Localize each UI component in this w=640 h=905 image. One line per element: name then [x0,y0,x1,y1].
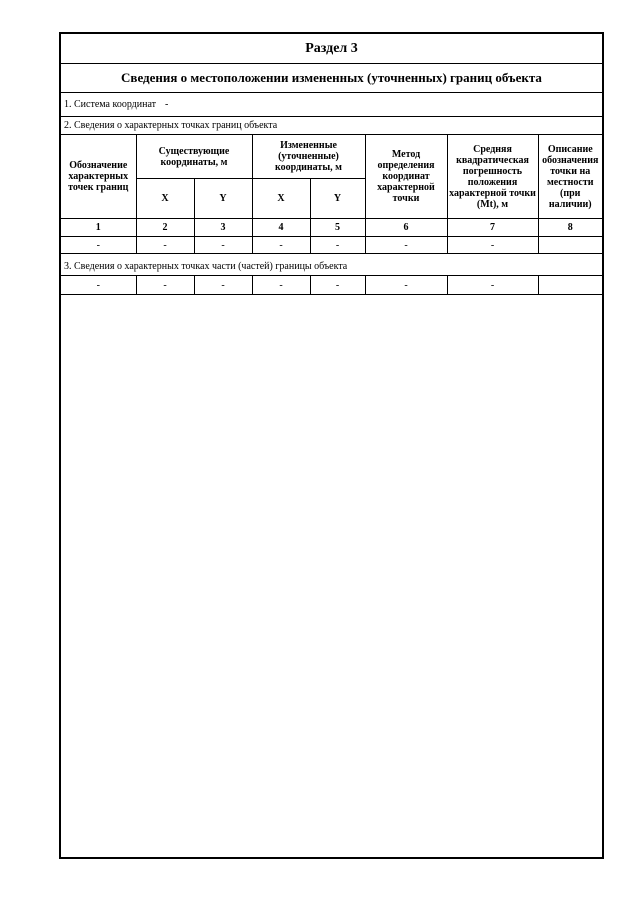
column-number: 7 [447,219,538,237]
table-cell: - [447,276,538,295]
table-cell: - [310,276,365,295]
characteristic-points-table [61,134,602,254]
table-cell: - [447,237,538,254]
table-cell: - [61,276,136,295]
header-designation: Обозначение характерных точек границ [61,135,136,219]
column-number: 1 [61,219,136,237]
header-changed-x: X [252,179,310,219]
table-cell [538,237,602,254]
table-cell: - [252,237,310,254]
column-number: 6 [365,219,447,237]
column-number: 3 [194,219,252,237]
table-cell: - [136,276,194,295]
table-row [61,237,602,254]
header-existing-coordinates: Существующие координаты, м [136,135,252,179]
table-cell: - [136,237,194,254]
coordinate-system-label: 1. Система координат [64,98,157,110]
column-number: 8 [538,219,602,237]
part-points-heading: 3. Сведения о характерных точках части (частей) границы объекта [61,257,602,276]
table-cell: - [61,237,136,254]
header-changed-coordinates: Измененные (уточненные) координаты, м [252,135,365,179]
section-subtitle: Сведения о местоположении измененных (уточненных) границ объекта [61,63,602,93]
column-number: 5 [310,219,365,237]
section-title: Раздел 3 [61,34,602,64]
part-points-table [61,275,602,295]
table-row [61,276,602,295]
column-number: 2 [136,219,194,237]
header-existing-y: Y [194,179,252,219]
column-numbers-row [61,219,602,237]
header-method: Метод определения координат характерной точки [365,135,447,219]
header-error: Средняя квадратическая погрешность положения характерной точки (Mt), м [447,135,538,219]
coordinate-system-row [61,92,602,117]
coordinate-system-value: - [165,98,169,110]
header-changed-y: Y [310,179,365,219]
header-existing-x: X [136,179,194,219]
table-cell [538,276,602,295]
table-cell: - [365,276,447,295]
header-description: Описание обозначения точки на местности (при наличии) [538,135,602,219]
table-cell: - [194,237,252,254]
table-cell: - [252,276,310,295]
table-cell: - [194,276,252,295]
table-cell: - [365,237,447,254]
document-frame [59,32,604,859]
column-number: 4 [252,219,310,237]
table-cell: - [310,237,365,254]
characteristic-points-heading: 2. Сведения о характерных точках границ объекта [61,116,602,135]
